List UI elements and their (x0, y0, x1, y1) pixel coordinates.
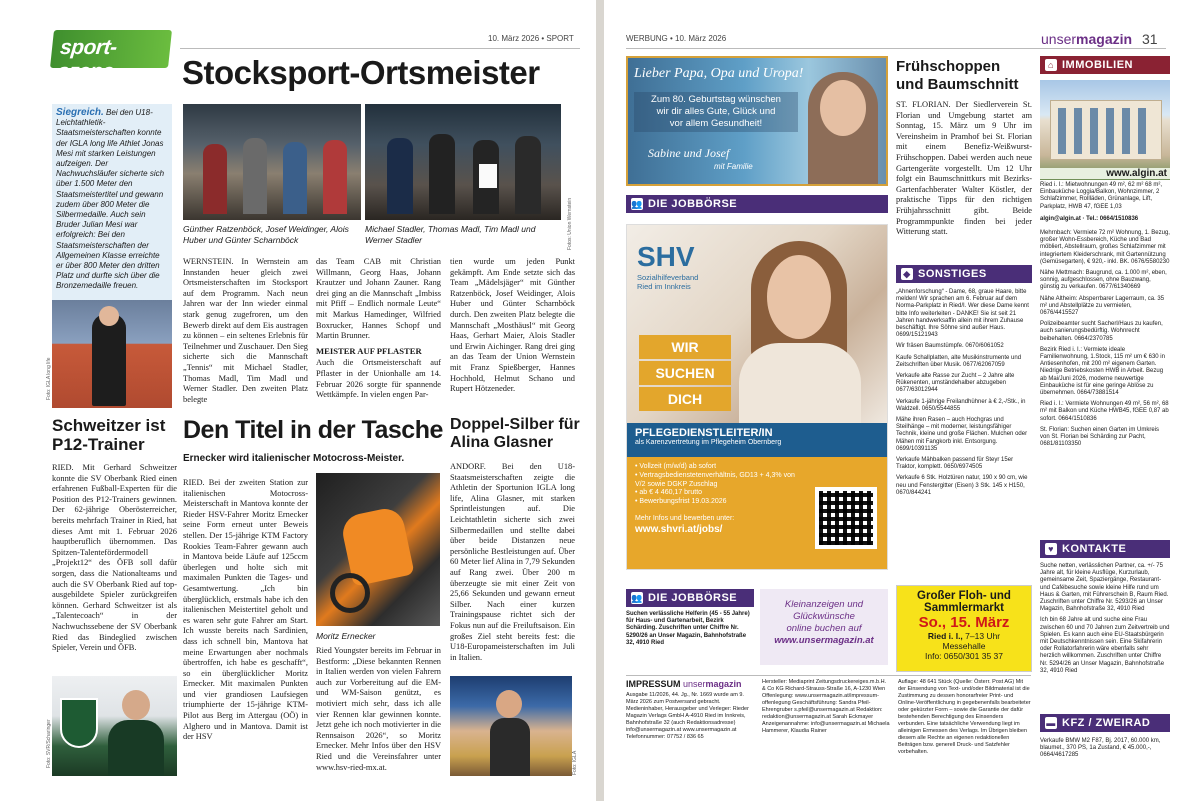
bday-sign: Sabine und Josef (648, 146, 730, 160)
coach-body (108, 720, 164, 776)
kontakte-header (1040, 540, 1170, 558)
house-icon: ⌂ (1045, 59, 1057, 71)
markt-time: 7–13 Uhr (965, 631, 1001, 641)
impressum-rule (626, 675, 1031, 676)
sonst-item: Verkaufe 1-jährige Freilandhühner à € 2,-/Stk., in Waldzell. 0650/5544855 (896, 398, 1026, 412)
stock-col2-text: das Team CAB mit Christian Willmann, Georg Haas, Johann Krautzer und Johann Zauner. Rang drei ging an die Mannschaft „Imbiss mit Pfiff – Endlich normale Leute“ mit Markus Hamedinger, Wilfried Boxrucker, Hannes Schopf und Martin Brunner. (316, 257, 441, 341)
ad-header: WERBUNG • 10. März 2026 (626, 34, 727, 43)
coach-photo (52, 676, 177, 776)
titel-col1: RIED. Bei der zweiten Station zur italienischen Motocross-Meisterschaft in Mantova konnte der Rieder HSV-Fahrer Moritz Ernecker seine Form erneut unter Beweis stellen. Der 15-jährige KTM Factory Rookies Team-Fahrer gewann auch in Mantova beide Läufe auf 125ccm überlegen und holte sich mit maximalen Punkten die Tages- und Gesamtwertung. „Ich bin überglücklich, erstmals habe ich den italienischen Meistertitel geholt und es waren sehr gute Fahrer am Start. Ich wusste bereits nach Sardinien, dass ich schnell bin, Mantova hat meine Erwartungen aber nochmals übertroffen, ich habe es geschafft“, so ein überglücklicher Moritz Ernecker. Mit maximalen Punkten und vier grandiosen Laufsiegen triumphierte der 15-jährige KTM-Pilot aus Berg im Attergau (OÖ) in Alghero und in Mantova. Damit ist der HSV (183, 478, 308, 742)
sonst-item: „Ahnenforschung“ - Dame, 68, graue Haare, bitte melden! Wir sprachen am 6. Februar auf dem Norma-Parkplatz in Ried/I. Wer diese Dame kennt bitte Info weiterleiten - DANKE! Sie ist seit 21 Jahren handwerksaffin allein mit ihrem Zuhause beschäftigt. Ihre Söhne sind außer Haus. 0699/15121943 (896, 289, 1029, 339)
immo-item: Ried i. I.: Vermiete Wohnungen 49 m², 56 m², 68 m² mit Balkon und Küche HWB45, fGEE 0,87 ab sofort. 0664/1510836 (1040, 401, 1169, 422)
job-bullets (635, 463, 795, 507)
impressum-title: IMPRESSUM (626, 679, 681, 689)
promo-url[interactable]: www.unsermagazin.at (774, 635, 874, 646)
doppel-title: Doppel-Silber für Alina Glasner (450, 416, 580, 451)
siegreich-lead: Siegreich. (56, 107, 104, 118)
building-windows (1058, 108, 1154, 154)
job-details-band (627, 457, 887, 569)
shv-org-line3: Ried im Innkreis (637, 282, 691, 291)
caption-team-tennis: Michael Stadler, Thomas Madl, Tim Madl und Werner Stadler (365, 224, 536, 245)
immo-item: St. Florian: Suchen einen Garten im Umkreis von St. Florian bei Schärding zur Pacht, 0681/81103350 (1040, 426, 1160, 448)
fruh-text: ST. FLORIAN. Der Siedlerverein St. Florian und Umgebung startet am Sonntag, 15. März um 9 Uhr im Vereinsheim in Pramhof bei St. Florian mit einem Benefiz-Weißwurst-Frühschoppen. Dabei werden auch neue Gartengeräte vorgestellt. Um 12 Uhr folgt ein Baumschnittkurs mit Bezirks-Gartenfachberater Walter Köstler, der praktische Tipps für den richtigen Frühjahrsschnitt gibt. Beide Programmpunkte finden bei jeder Witterung statt. (896, 100, 1032, 237)
main-headline: Stocksport-Ortsmeister (182, 54, 540, 91)
immobilien-title: IMMOBILIEN (1062, 59, 1133, 71)
jobboerse-title-2: DIE JOBBÖRSE (648, 592, 738, 604)
markt-hall: Messehalle (942, 641, 986, 651)
stock-subheading: MEISTER AUF PFLASTER (316, 345, 422, 356)
alina-glasner-photo (450, 676, 572, 776)
promo-line3: online buchen auf (786, 623, 862, 634)
markt-title1: Großer Floh- und (917, 590, 1011, 602)
shv-logo (637, 241, 698, 291)
bday-line2: Zum 80. Geburtstag wünschen (651, 94, 781, 105)
kontakt-item: Suche netten, verlässlichen Partner, ca. +/- 75 Jahre alt, für kleine Ausflüge, Kurzurlaub, gemeinsame Zeit, Spaziergänge, Restaurant- und Cafébesuche sowie kleine Hilfe rund um Haus & Garten, mit Führerschein B, Raum Ried. Zuschriften unter Chiffre Nr. 5293/26 an Unser Magazin, Bahnhofstraße 32, 4910 Ried (1040, 563, 1169, 613)
heart-icon: ♥ (1045, 543, 1057, 555)
sv-ried-logo (60, 698, 98, 748)
motocross-photo (316, 473, 440, 626)
header-rule (180, 48, 580, 49)
job-role-sub: als Karenzvertretung im Pflegeheim Obernberg (635, 439, 782, 446)
job-bullet: • Vertragsbedienstetenverhältnis, GD13 + 4,3% von V/2 sowie DGKP Zuschlag (635, 471, 795, 488)
portrait-top (739, 343, 861, 423)
bday-portrait-face (820, 80, 866, 136)
sonst-item: Verkaufe 6 Stk. Holztüren natur, 190 x 90 cm, wie neu und Fenstergitter (Eisen) 3 Stk. 145 x H150, 0670/844241 (896, 475, 1028, 496)
algin-ad-text: Ried i. I.: Mietwohnungen 49 m², 62 m² 68 m², Einbauküche Loggia/Balkon, Wohnzimmer, 2 Schlafzimmer, Rollläden, Grünanlage, Lift, Parkplatz, HWB 47, fGEE 1,03 (1040, 182, 1163, 210)
team-tennis-photo (365, 104, 561, 220)
fruh-title: Frühschoppen und Baumschnitt (896, 58, 1019, 93)
job-bullet: • ab € 4 460,17 brutto (635, 489, 703, 497)
promo-line2: Glückwünsche (793, 611, 855, 622)
markt-date: So., 15. März (918, 614, 1010, 631)
sonstiges-header (896, 265, 1032, 283)
shv-logo-text: SHV (637, 241, 695, 272)
dich-label: DICH (639, 387, 731, 411)
markt-info: Info: 0650/301 35 37 (925, 651, 1003, 661)
jobboerse-header-1 (626, 195, 888, 213)
jobboerse-header-2 (626, 589, 754, 607)
track-athlete-photo (52, 300, 172, 408)
wir-suchen-dich (639, 335, 731, 411)
stock-article-col1: WERNSTEIN. In Wernstein am Innstanden heuer gleich zwei Ortsmeisterschaften im Stocksport auf dem Programm. Nach neun Jahren war der Inn wieder einmal stark genug zugefroren, um den Bewerb direkt auf dem Eis austragen zu können – ein seltenes Erlebnis für Teilnehmer und Zuschauer. Den Sieg sicherte sich die Mannschaft „Tennis“ mit Michael Stadler, Thomas Madl, Tim Madl und Werner Stadler. Den zweiten Platz belegte (183, 257, 308, 404)
job-bullet: • Vollzeit (m/w/d) ab sofort (635, 463, 717, 470)
page-gutter (596, 0, 604, 801)
page-number: 31 (1142, 31, 1158, 47)
job-bullet: • Bewerbungsfrist 19.03.2026 (635, 498, 727, 506)
kontakte-title: KONTAKTE (1062, 543, 1127, 555)
sonstiges-title: SONSTIGES (918, 268, 987, 280)
impressum-brand1: unser (683, 679, 706, 689)
athlete-figure (92, 314, 126, 406)
shv-org-line2: Sozialhilfeverband (637, 273, 699, 282)
coach-head (122, 690, 150, 720)
car-icon: ▬ (1046, 718, 1056, 728)
bday-line3: wir dir alles Gute, Glück und (656, 106, 776, 117)
sonst-item: Kaufe Schallplatten, alte Musikinstrumente und Zeitschriften über Musik. 0677/62067059 (896, 354, 1022, 368)
titel-subtitle: Ernecker wird italienischer Motocross-Meister. (183, 453, 405, 464)
suchen-label: SUCHEN (639, 361, 731, 385)
promo-line1: Kleinanzeigen und (784, 599, 864, 610)
motocross-caption: Moritz Ernecker (316, 631, 376, 641)
immo-item: Polizeibeamter sucht Sacherl/Haus zu kaufen, auch sanierungsbedürftig. Wohnrecht beibehalten. 0664/2370785 (1040, 321, 1163, 342)
sonstiges-list (896, 289, 1032, 497)
immo-item: Bezirk Ried i. I.: Vermiete ideale Familienwohnung, 1.Stock, 115 m² um € 630 in Antiesenhofen, mit 200 m² eigenem Garten. Niedrige Betriebskosten HWB in Arbeit. Bezug ab Mai/Juni 2026, moderne neuwertige Einbauküche ist für eine geringe Ablöse zu übernehmen. 0664/73881514 (1040, 346, 1165, 397)
immobilien-header (1040, 56, 1170, 74)
birthday-ad (626, 56, 888, 186)
right-header-rule (626, 48, 1166, 49)
shv-job-ad (626, 224, 888, 570)
team-madelsjaeger-photo (183, 104, 361, 220)
algin-building-photo (1040, 80, 1170, 180)
sport-szene-logo (50, 30, 172, 83)
alina-photo-credit: Foto: IGLA (572, 750, 578, 775)
titel-title: Den Titel in der Tasche (183, 416, 443, 444)
flohmarkt-ad (896, 585, 1032, 672)
wir-label: WIR (639, 335, 731, 359)
caption-team-madelsjaeger: Günther Ratzenböck, Josef Weidinger, Alois Huber und Günter Scharnböck (183, 224, 349, 245)
immo-item: Nähe Altheim: Absperrbarer Lagerraum, ca. 35 m² und Abstellplätze zu vermieten, 0676/4415527 (1040, 295, 1165, 317)
jobboerse-ad-2: Suchen verlässliche Helferin (45 - 55 Jahre) für Haus- und Gartenarbeit, Bezirk Schärding. Zuschriften unter Chiffre Nr. 5290/26 an Unser Magazin, Bahnhofstraße 32, 4910 Ried (626, 611, 750, 646)
sonst-item: Verkaufe alte Rasse zur Zucht – 2 Jahre alte Rükenenten, umständehalber abzugeben 0677/63012944 (896, 373, 1015, 394)
impressum-col3: Auflage: 48 641 Stück (Quelle: Österr. Post AG) Mit der Einsendung von Text- und/oder Bildmaterial ist die Zustimmung zu dessen honorarfreier Print- und Online-Veröffentlichung in gegebenenfalls bearbeiteter oder gekürzter Form – sowie die Garantie der dafür bestehenden Berechtigung des Einsenders verbunden. Eine tatsächliche Verwendung liegt im alleinigen Ermessen des Verlags. Im Übrigen bleiben diesem alle Rechte an eigenen redaktionellen Beiträgen bzw. generell Druck- und Satzfehler vorbehalten. (898, 679, 1031, 755)
immobilien-list (1040, 230, 1170, 448)
bday-sign2: mit Familie (714, 162, 753, 171)
job-more-label: Mehr Infos und bewerben unter: (635, 514, 735, 522)
stock-photo-credit: Fotos: Union Wernstein (567, 197, 573, 250)
sonst-item: Wir fräsen Baumstümpfe. 0670/6061052 (896, 343, 1004, 350)
schweitzer-text: RIED. Mit Gerhard Schweitzer konnte die SV Oberbank Ried einen erfahrenen Fußball-Experten für die Position des P12-Trainers gewinnen. Der 62-jährige Oberösterreicher, bereits mehrfach Trainer in Ried, hat dieses Amt mit 1. Februar 2026 hauptberuflich übernommen. Das Spitzen-Talentefördermodell „Projekt12“ des ÖFB soll dafür sorgen, dass die Nationalteams und auch die SV Oberbank Ried auf top-ausgebildete Spieler zurückgreifen können. Gerhard Schweitzer ist als „Talentecoach“ in der Nachwuchssebene der SV Oberbank Ried das Bindeglied zwischen Spieler, Verein und ÖFB. (52, 463, 177, 653)
impressum-brand2: magazin (705, 679, 742, 689)
markt-place: Ried i. I., (927, 631, 963, 641)
athlete-head (496, 690, 522, 718)
impressum-col1: Ausgabe 11/2026, 44. Jg., Nr. 1669 wurde am 9. März 2026 zum Postversand gebracht. Medieninhaber, Herausgeber und Verleger: Rieder Magazin Verlags GmbH A-4910 Ried im Innkreis, Bahnhofstraße 32 (auch Redaktionsadresse) info@unsermagazin.at www.unsermagazin.at Telefonnummer: 07752 / 836 65 (626, 692, 749, 740)
kontakte-list (1040, 563, 1170, 675)
impressum-heading (626, 679, 742, 689)
unser-magazin-brand (1041, 31, 1132, 47)
impressum-col2: Hersteller: Mediaprint Zeitungsdruckereiges.m.b.H. & Co KG Richard-Strauss-Straße 16, A-1230 Wien Offenlegung: www.unsermagazin.at/impressum-offenlegung Geschäftsführung: Sandra Pfeil-Ehrengruber s.pfeil@unsermagazin.at Redaktion: redaktion@unsermagazin.at Sarah Eckmayer Anzeigenannahme: info@unsermagazin.at Michaela Hammerer, Klaudia Rainer (762, 679, 890, 734)
sonst-item: Verkaufe Mähbalken passend für Steyr 15er Traktor, komplett. 0650/6974505 (896, 457, 1014, 471)
kontakt-item: Ich bin 68 Jahre alt und suche eine Frau zwischen 60 und 70 Jahren zum Zeitvertreib und Spielen. Es kann auch eine EU-Staatsbürgerin mit Deutschkenntnissen sein. Eine Skifahrerin oder Rollatorfahrerin wäre ebenfalls sehr herzlich willkommen. Zuschriften unter Chiffre Nr. 5294/26 an Unser Magazin, Bahnhofstraße 32, 4910 Ried (1040, 617, 1170, 674)
stock-col2b-text: Auch die Ortsmeisterschaft auf Pflaster in der Unionhalle am 14. Februar 2026 sorgte für spannende Wettkämpfe. In vielen engen Par- (316, 358, 441, 400)
stock-article-col3: tien wurde um jeden Punkt gekämpft. Am Ende setzte sich das Team „Mädelsjäger“ mit Günther Ratzenböck, Josef Weidinger, Alois Huber und Günter Scharnböck durch. Den zweiten Platz belegte die Mannschaft „Mosthäusl“ mit Georg Haas, Gerhart Maier, Alois Stadler und Erwin Aichinger. Rang drei ging an das Team der Union Wernstein mit Franz Spießberger, Hannes Hochhold, Helmut Schano und Rupert Hötzeneder. (450, 257, 575, 394)
coach-photo-credit: Foto: SVR/Scharinger (46, 719, 52, 768)
algin-contact: algin@algin.at · Tel.: 0664/1510836 (1040, 216, 1139, 222)
kfz-header (1040, 714, 1170, 732)
markt-title2: Sammlermarkt (924, 602, 1004, 614)
brand-unser: unser (1041, 31, 1077, 47)
stock-article-col2 (316, 257, 441, 402)
athlete-torso (490, 718, 530, 776)
left-page (0, 0, 596, 801)
qr-code (815, 487, 877, 549)
schweitzer-title: Schweitzer ist P12-Trainer (52, 416, 166, 454)
sonst-item: Mähe ihren Rasen – auch Hochgras und Steilhänge – mit moderner, leistungsfähiger Technik, kleine und große Flächen. Mulchen oder Mähen mit Fangkorb inkl. Entsorgung. 0699/10391135 (896, 417, 1028, 452)
people-icon: 👥 (631, 593, 643, 603)
kleinanzeigen-promo (760, 589, 888, 665)
right-page (604, 0, 1200, 801)
job-url[interactable]: www.shvri.at/jobs/ (635, 523, 723, 535)
bday-line4: vor allem Gesundheit! (669, 118, 763, 129)
portrait-face (767, 255, 831, 339)
job-title-band (627, 423, 887, 457)
immo-item: Nähe Mettmach: Baugrund, ca. 1.000 m², eben, sonnig, aufgeschlossen, ohne Bauzwang, günstig zu verkaufen. 0677/61340669 (1040, 270, 1167, 291)
track-photo-credit: Foto: IGLA long life (46, 357, 52, 400)
tag-icon: ◆ (901, 268, 913, 280)
job-role: PFLEGEDIENSTLEITER/IN (635, 427, 773, 439)
kfz-title: KFZ / ZWEIRAD (1062, 717, 1151, 729)
jobboerse-title-1: DIE JOBBÖRSE (648, 198, 738, 210)
athlete-face (99, 306, 119, 326)
immo-item: Mehrnbach: Vermiete 72 m² Wohnung, 1. Bezug, großer Wohn-Essbereich, Küche und Bad möbliert, Abstellraum, großes Schlafzimmer mit integriertem Kleiderschrank, mit Gartennützung (Gemüsegarten), € 920,- inkl. BK. 0676/5580230 (1040, 230, 1170, 265)
logo-text: sport-szene (56, 36, 118, 83)
algin-url[interactable]: www.algin.at (1040, 168, 1170, 179)
page-header: 10. März 2026 • SPORT (488, 34, 574, 43)
mx-wheel (330, 573, 370, 613)
bday-message (634, 92, 798, 132)
brand-magazin: magazin (1076, 31, 1133, 47)
doppel-text: ANDORF. Bei den U18-Staatsmeisterschaften zeigte die Athletin der Sportunion IGLA long life, Alina Glasner, mit starken Sprintleistungen auf. Die Leichtathletin sicherte sich zwei Silbermedaillen und stellte dabei über beide Distanzen neue persönliche Bestleistungen auf. Über 60 Meter lief Alina in 7,79 Sekunden auf Rang zwei. Über 200 m überzeugte sie mit einer Zeit von 25,66 Sekunden und gewann erneut Silber. Nach einer kurzen Trainingspause richtet sich der Fokus nun auf die Freiluftsaison. Ein großes Ziel steht bereits fest: die U18-Europameisterschaften im Juli in Italien. (450, 462, 575, 662)
siegreich-text: Bei den U18-Leichtathletik-Staatsmeisterschaften konnte der IGLA long life Athlet Jonas Mesi mit starken Leistungen aufzeigen. Der Nachwuchsläufer sicherte sich über 1.500 Meter den Staatsmeistertitel und gewann zudem über 800 Meter die Silbermedaille. Auch sein Bruder Julian Mesi war erfolgreich: Bei den Staatsmeisterschaften der Allgemeinen Klasse erreichte er über 800 Meter den dritten Platz und durfte sich über die Bronzemedaille freuen. (56, 108, 165, 291)
people-icon: 👥 (631, 199, 643, 209)
bday-line1: Lieber Papa, Opa und Uropa! (634, 66, 804, 81)
titel-col2: Ried Youngster bereits im Februar in Bestform: „Diese bekannten Rennen in Italien werden von vielen Fahrern auch zur Vorbereitung auf die EM- und WM-Saison genützt, es motiviert mich sehr, dass ich alle vier Rennen klar gewinnen konnte. Jetzt gehe ich noch motivierter in die Rennsaison 2026“, so Moritz Ernecker. Mehr Infos über den HSV Ried und die Vereinsfahrer unter www.hsv-ried-mx.at. (316, 646, 441, 772)
kfz-ad: Verkaufe BMW M2 F87, Bj. 2017, 60.000 km, blaumet., 370 PS, 1a Zustand, € 45.000,-, 0664/4617285 (1040, 738, 1161, 759)
